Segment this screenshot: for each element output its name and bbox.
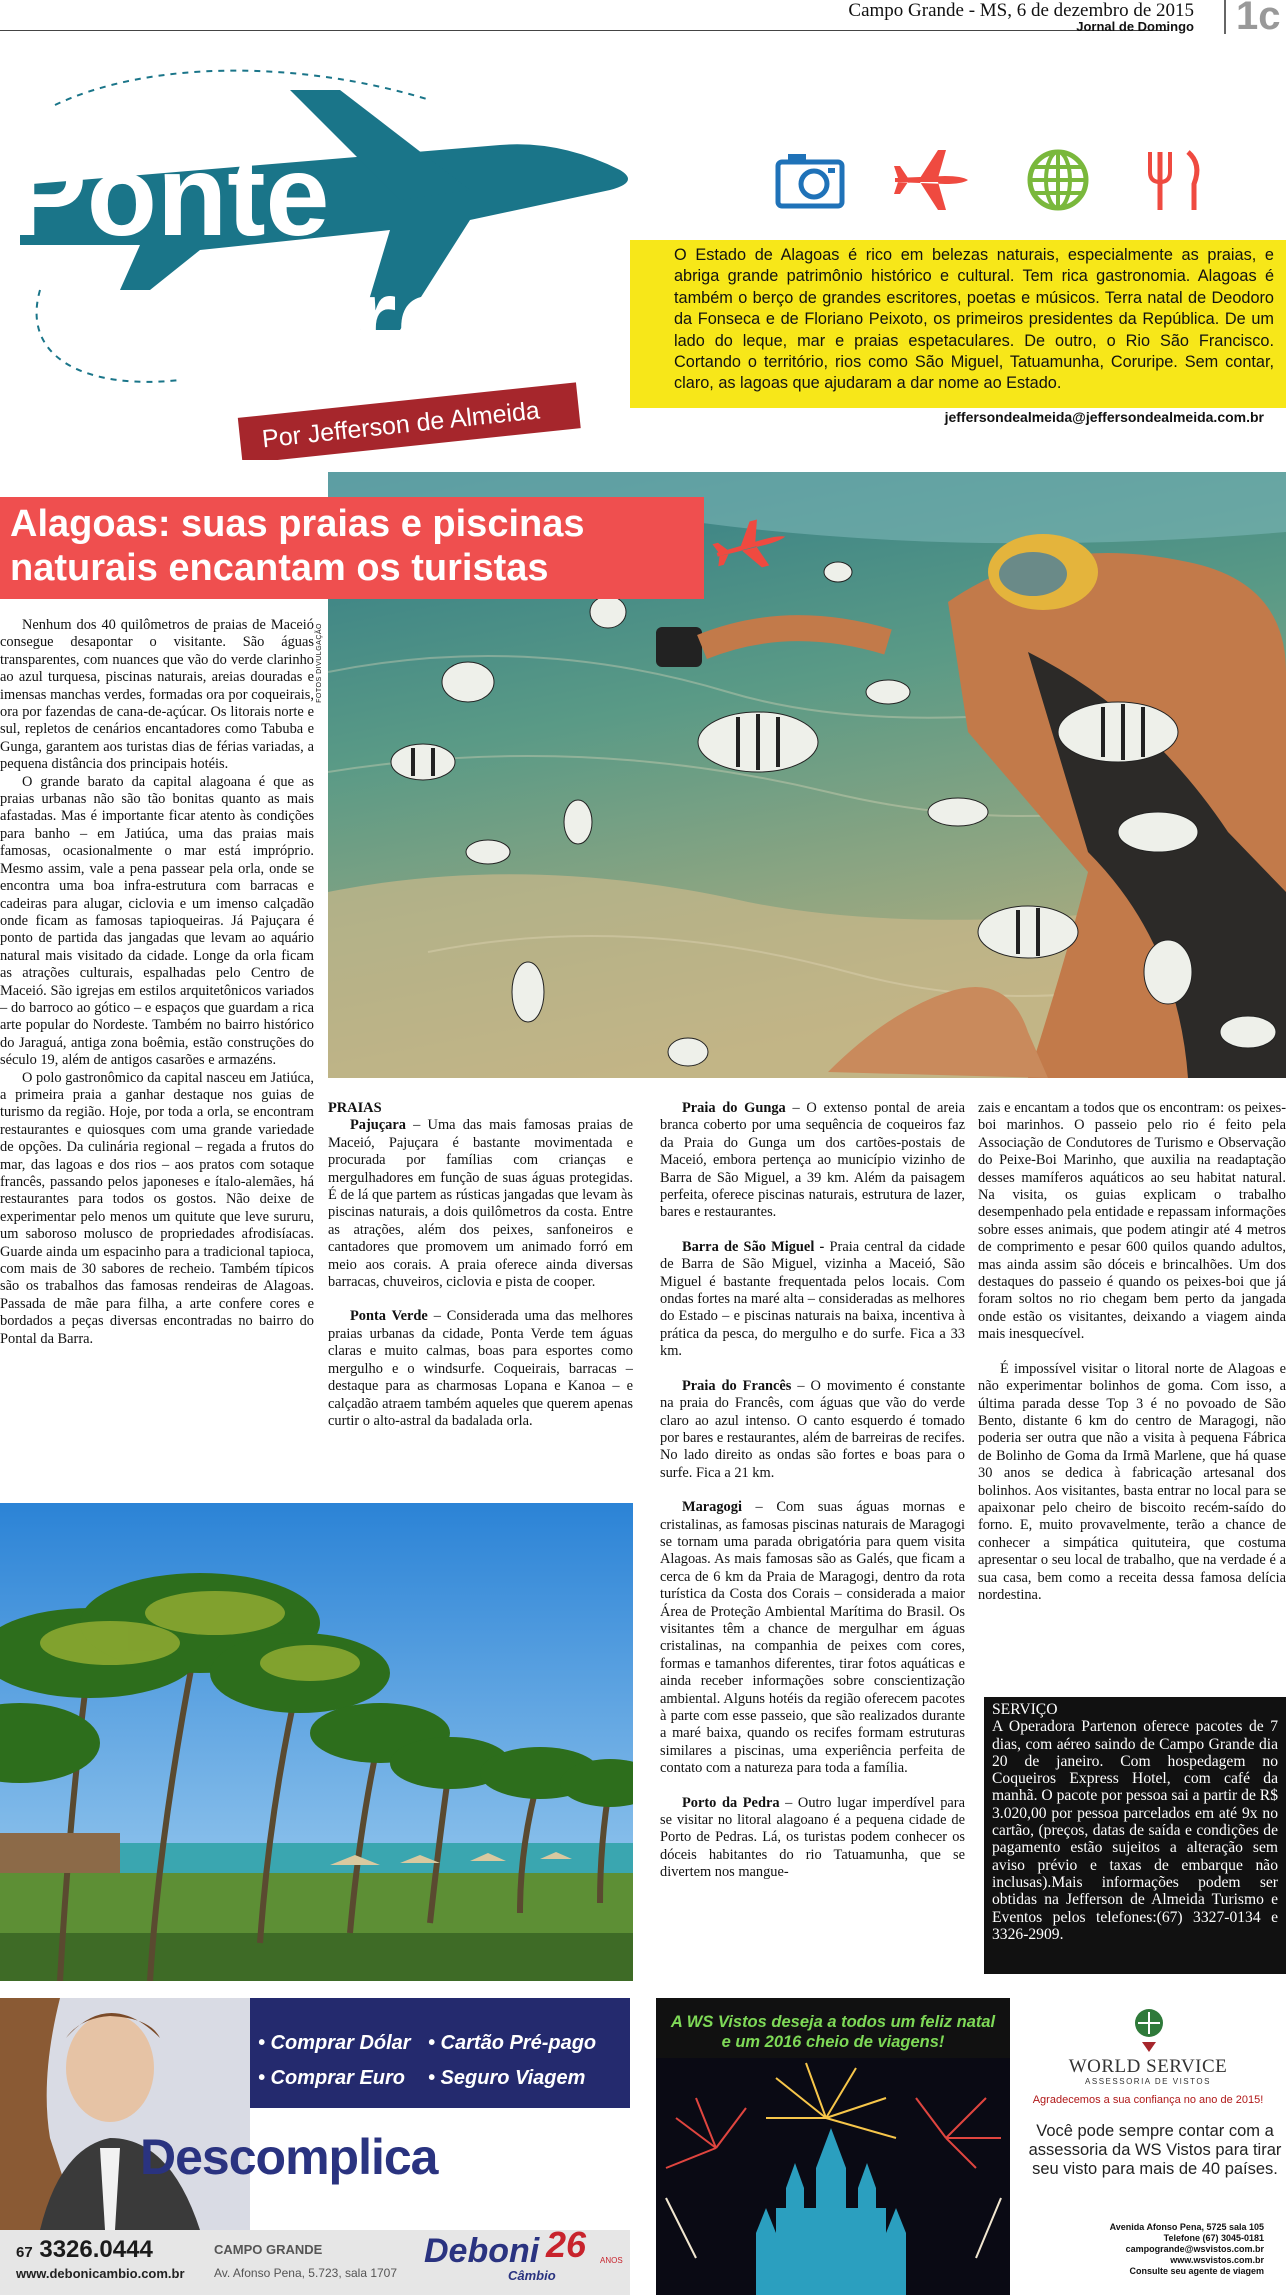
worldservice-ad[interactable] bbox=[1010, 1998, 1286, 2295]
beach-name: Barra de São Miguel - bbox=[682, 1238, 825, 1255]
beach-name: Praia do Francês bbox=[682, 1377, 792, 1394]
header-date: Campo Grande - MS, 6 de dezembro de 2015 bbox=[848, 0, 1194, 21]
ad-phone[interactable]: Telefone (67) 3045-0181 bbox=[1163, 2233, 1264, 2243]
flight-path-dash-lower bbox=[37, 290, 180, 382]
fireworks-castle-image bbox=[656, 2058, 1010, 2295]
section-title-line1: Ponte bbox=[10, 132, 330, 260]
praias-heading: PRAIAS bbox=[328, 1100, 382, 1116]
coconut-beach-photo bbox=[0, 1503, 633, 1981]
headline-airplane-icon bbox=[712, 515, 788, 575]
world-service-brand: WORLD SERVICE bbox=[1068, 2056, 1228, 2077]
article-column-1 bbox=[0, 617, 314, 1473]
ad-website[interactable]: www.debonicambio.com.br bbox=[16, 2266, 185, 2281]
camera-icon bbox=[770, 140, 850, 220]
page-number: 1c bbox=[1236, 0, 1281, 38]
newspaper-name: Jornal de Domingo bbox=[1076, 19, 1194, 34]
service-item: • Seguro Viagem bbox=[428, 2067, 586, 2089]
ad-city: CAMPO GRANDE bbox=[214, 2242, 323, 2257]
beach-entry bbox=[660, 1499, 965, 1778]
article-headline bbox=[0, 497, 704, 599]
article-column-3 bbox=[660, 1100, 965, 1980]
headline-line2: naturais encantam os turistas bbox=[10, 547, 549, 589]
ad-website[interactable]: www.wsvistos.com.br bbox=[1170, 2255, 1264, 2265]
service-heading: SERVIÇO bbox=[992, 1701, 1058, 1718]
globe-icon bbox=[1018, 140, 1098, 220]
beach-name: Porto da Pedra bbox=[682, 1794, 780, 1811]
paragraph: Nenhum dos 40 quilômetros de praias de Maceió consegue desapontar o visitante. São águas transparentes, com nuances que vão do verde clarinho ao azul turquesa, piscinas naturais, areias douradas e imensas manchas verdes, formadas ora por coqueirais, ora por fazendas de cana-de-açúcar. Os litorais norte e sul, repletos de cenários encantadores como Tabuba e Gunga, garantem aos turistas dias de férias variadas, a pequena distância dos principais hotéis. bbox=[0, 617, 314, 773]
photo-credit: FOTOS DIVULGAÇÃO bbox=[316, 623, 323, 703]
wsvistos-ad[interactable] bbox=[656, 1998, 1010, 2295]
beach-entry bbox=[660, 1100, 965, 1222]
service-item: • Comprar Euro bbox=[258, 2067, 406, 2089]
beach-entry bbox=[660, 1795, 965, 1882]
paragraph: É impossível visitar o litoral norte de Alagoas e não experimentar bolinhos de goma. Com isso, a última parada desse Top 3 é no povoado de São Bento, distante 6 km do centro de Maragogi, não poderia ser outra que não a visita à pequena Fábrica de Bolinho de Goma da Irmã Marlene, que há quase 30 anos se dedica à fabricação artesanal dos bolinhos. Aos visitantes, basta entrar no local para se apaixonar pelo cheiro de biscoito recém-saído do forno. E, muito provavelmente, terão a chance de conhecer a simpática quituteira, que costuma apresentar o seu local de trabalho, que na verdade é a sua casa, bem como a receita dessa famosa delícia nordestina. bbox=[978, 1360, 1286, 1603]
service-item: • Comprar Dólar bbox=[258, 2032, 411, 2054]
beach-description: – Considerada uma das melhores praias urbanas da cidade, Ponta Verde tem águas claras e muito calmas, boas para esportes como mergulho e o windsurfe. Coqueirais, barracas – destaque para as charmosas Lopana e Kanoa – e calçadão atraem também aqueles que querem apenas curtir o alto-astral da badalada orla. bbox=[328, 1308, 633, 1429]
beach-description: – Com suas águas mornas e cristalinas, as famosas piscinas naturais de Maragogi se tornam uma parada obrigatória para quem visita Alagoas. As mais famosas são as Galés, que ficam a cerca de 6 km da Praia de Maragogi, dentro da rota turística da Costa dos Corais – considerada a maior Área de Proteção Ambiental Marítima do Brasil. Os visitantes têm a chance de mergulhar em águas cristalinas, na companhia de peixes com cores, formas e tamanhos diferentes, tirar fotos aquáticas e ainda receber informações sobre conscientização ambiental. Alguns hotéis da região oferecem pacotes à parte com esse passeio, que são realizados durante a maré baixa, quando os recifes formam estruturas similares a piscinas, uma experiência perfeita de contato com a natureza para toda a família. bbox=[660, 1499, 965, 1777]
ad-service-list bbox=[258, 2026, 598, 2096]
world-service-logo-icon bbox=[1132, 2006, 1166, 2054]
flight-path-dash bbox=[55, 71, 430, 105]
author-email[interactable]: jeffersondealmeida@jeffersondealmeida.com.br bbox=[944, 409, 1264, 425]
intro-box: O Estado de Alagoas é rico em belezas naturais, especialmente as praias, e abriga grande patrimônio histórico e cultural. Tem rica gastronomia. Alagoas é também o berço de grandes escritores, poetas e músicos. Terra natal de Deodoro da Fonseca e de Floriano Peixoto, os primeiros presidentes da República. De um lado do leque, mar e praias espetaculares. De outro, o Rio São Francisco. Cortando o território, rios como São Miguel, Tatuamunha, Coruripe. Sem contar, claro, as lagoas que ajudaram a dar nome ao Estado. bbox=[630, 240, 1286, 408]
beach-description: Praia central da cidade de Barra de São Miguel, vizinha a Maceió, São Miguel é bastante frequentada pelos locais. Com ondas fortes na maré alta – consideradas as melhores do Estado – e piscinas naturais na baixa, incentiva à prática da pesca, do mergulho e do surfe. Fica a 33 km. bbox=[660, 1238, 965, 1360]
article-column-4 bbox=[978, 1100, 1286, 1692]
ad-address: Avenida Afonso Pena, 5725 sala 105 bbox=[1109, 2222, 1264, 2232]
beach-entry bbox=[328, 1308, 633, 1430]
beach-description: – Uma das mais famosas praias de Maceió, Pajuçara é bastante movimentada e procurada por famílias com crianças e mergulhadores em função de suas águas protegidas. É de lá que partem as rústicas jangadas que levam às piscinas naturais, a dois quilômetros da costa. Entre as atrações, além dos peixes, sanfoneiros e cantadores que promovem um animado forró em meio aos corais. A praia oferece ainda diversas barracas, chuveiros, ciclovia e pista de cooper. bbox=[328, 1117, 633, 1291]
beach-description: – O movimento é constante na praia do Francês, com águas que vão do verde claro ao azul intenso. O canto esquerdo é tomado por bares e restaurantes, além de barreiras de recifes. No lado direito as ondas são fortes e boas para o surfe. Fica a 21 km. bbox=[660, 1377, 965, 1481]
ad-greeting: A WS Vistos deseja a todos um feliz natal e um 2016 cheio de viagens! bbox=[670, 2013, 996, 2051]
ad-phone[interactable]: 67 3326.0444 bbox=[16, 2236, 153, 2263]
ad-message: Você pode sempre contar com a assessoria da WS Vistos para tirar seu visto para mais de 40 países. bbox=[1028, 2122, 1282, 2178]
byline: Por Jefferson de Almeida bbox=[260, 396, 541, 454]
beach-name: Ponta Verde bbox=[350, 1308, 428, 1325]
deboni-logo: Deboni bbox=[424, 2232, 540, 2270]
paragraph: zais e encantam a todos que os encontram: os peixes-boi marinhos. O passeio pelo rio é feito pela Associação de Condutores de Turismo e Observação do Peixe-Boi Marinho, que auxilia na readaptação desses mamíferos aquáticos ao seu habitat natural. Na visita, os guias explicam o trabalho desempenhado pela entidade e repassam informações sobre esses animais, que podem atingir até 4 metros de comprimento e pesar 600 quilos quando adultos, mas ainda assim são dóceis e brincalhões. Um dos destaques do passeio é quando os peixes-boi que já foram soltos no rio chegam bem perto da jangada onde estão os visitantes, deixando a viagem ainda mais inesquecível. bbox=[978, 1100, 1286, 1343]
byline-ribbon bbox=[238, 382, 581, 460]
beach-name: Praia do Gunga bbox=[682, 1100, 786, 1116]
descomplica-logo: Descomplica bbox=[140, 2129, 438, 2185]
anniversary-label: ANOS bbox=[600, 2256, 623, 2265]
section-logo bbox=[0, 30, 660, 460]
headline-line1: Alagoas: suas praias e piscinas bbox=[10, 503, 585, 545]
deboni-logo-sub: Câmbio bbox=[508, 2268, 556, 2283]
ad-tagline: Consulte seu agente de viagem bbox=[1129, 2266, 1264, 2276]
anniversary-number: 26 bbox=[546, 2224, 587, 2265]
dining-icon bbox=[1136, 140, 1216, 220]
woman-photo bbox=[0, 1998, 250, 2230]
beach-entry bbox=[328, 1117, 633, 1291]
world-service-subtitle: ASSESSORIA DE VISTOS bbox=[1085, 2077, 1211, 2086]
ad-thanks: Agradecemos a sua confiança no ano de 2015! bbox=[1032, 2094, 1264, 2106]
paragraph: O polo gastronômico da capital nasceu em Jatiúca, a primeira praia a ganhar destaque nos guias de turismo da região. Hoje, por toda a orla, se encontram restaurantes e quiosques com uma grande variedade de opções. Da culinária regional – regada a frutos do mar, das lagoas e dos rios – aos pratos com sotaque francês, passando pelos japoneses e ítalo-alemães, há restaurantes para todos os gostos. Não deixe de experimentar pelo menos um quitute que leve sururu, um saboroso molusco de propriedades afrodisíacas. Guarde ainda um espacinho para a tradicional tapioca, com mais de 30 sabores de recheio. Também típicos são os trabalhos das famosas rendeiras de Alagoas. Passada de mãe para filha, a arte confere cores e bordados a peças diversas encontradas no bairro do Pontal da Barra. bbox=[0, 1069, 314, 1347]
ad-address: Av. Afonso Pena, 5.723, sala 1707 bbox=[214, 2266, 398, 2280]
paragraph: O grande barato da capital alagoana é que as praias urbanas não são tão bonitas quanto as mais afastadas. Mas é importante ficar atento às condições para banho – em Jatiúca, uma das praias mais famosas, ocasionalmente o mar está impróprio. Mesmo assim, vale a pena passear pela orla, onde se encontra uma boa infra-estrutura com barracas e cadeiras para alugar, ciclovia e um imenso calçadão onde ficam as famosas tapioqueiras. Já Pajuçara é ponto de partida das jangadas que levam ao aquário natural mais visitado da cidade. Longe da orla ficam as atrações culturais, espalhadas pelo Centro de Maceió. São igrejas em estilos arquitetônicos variados – do barroco ao gótico – e espaços que guardam a rica arte popular do Nordeste. Também no bairro histórico do Jaraguá, antiga zona boêmia, estão construções do século 19, além de antigos casarões e armazéns. bbox=[0, 773, 314, 1069]
header-divider bbox=[1224, 0, 1226, 34]
service-box bbox=[984, 1697, 1286, 1974]
beach-entry bbox=[660, 1378, 965, 1482]
airplane-icon bbox=[890, 140, 970, 220]
beach-entry bbox=[660, 1239, 965, 1361]
article-column-2 bbox=[328, 1100, 633, 1480]
service-text: A Operadora Partenon oferece pacotes de 7 dias, com aéreo saindo de Campo Grande dia 20 de janeiro. Com hospedagem no Coqueiros Express Hotel, com café da manhã. O pacote por pessoa sai a partir de R$ 3.020,00 por pessoa parcelados em até 9x no cartão, (preços, datas de saída e condições de pagamento estão sujeitos a alteração sem aviso prévio e taxas de embarque não inclusas).Mais informações podem ser obtidas na Jefferson de Almeida Turismo e Eventos pelos telefones:(67) 3327-0134 e 3326-2909. bbox=[992, 1718, 1278, 1943]
beach-description: – Outro lugar imperdível para se visitar no litoral alagoano é a pequena cidade de Porto de Pedras. Lá, os turistas podem conhecer os dóceis habitantes do rio Tatuamunha, que se divertem nos mangue- bbox=[660, 1794, 965, 1881]
ad-email[interactable]: campogrande@wsvistos.com.br bbox=[1125, 2244, 1264, 2254]
service-item: • Cartão Pré-pago bbox=[428, 2032, 597, 2054]
beach-description: – O extenso pontal de areia branca coberto por uma sequência de coqueiros faz da Praia do Gunga um dos cartões-postais de Maceió, embora pertença ao município vizinho de Barra de São Miguel, a 39 km. Além da paisagem perfeita, oferece piscinas naturais, estrutura de lazer, bares e restaurantes. bbox=[660, 1100, 965, 1221]
ad-contact bbox=[1110, 2222, 1264, 2277]
beach-name: Maragogi bbox=[682, 1499, 742, 1516]
beach-name: Pajuçara bbox=[350, 1117, 406, 1134]
section-title-line2: Aérea bbox=[205, 255, 525, 383]
deboni-ad[interactable] bbox=[0, 1998, 630, 2295]
